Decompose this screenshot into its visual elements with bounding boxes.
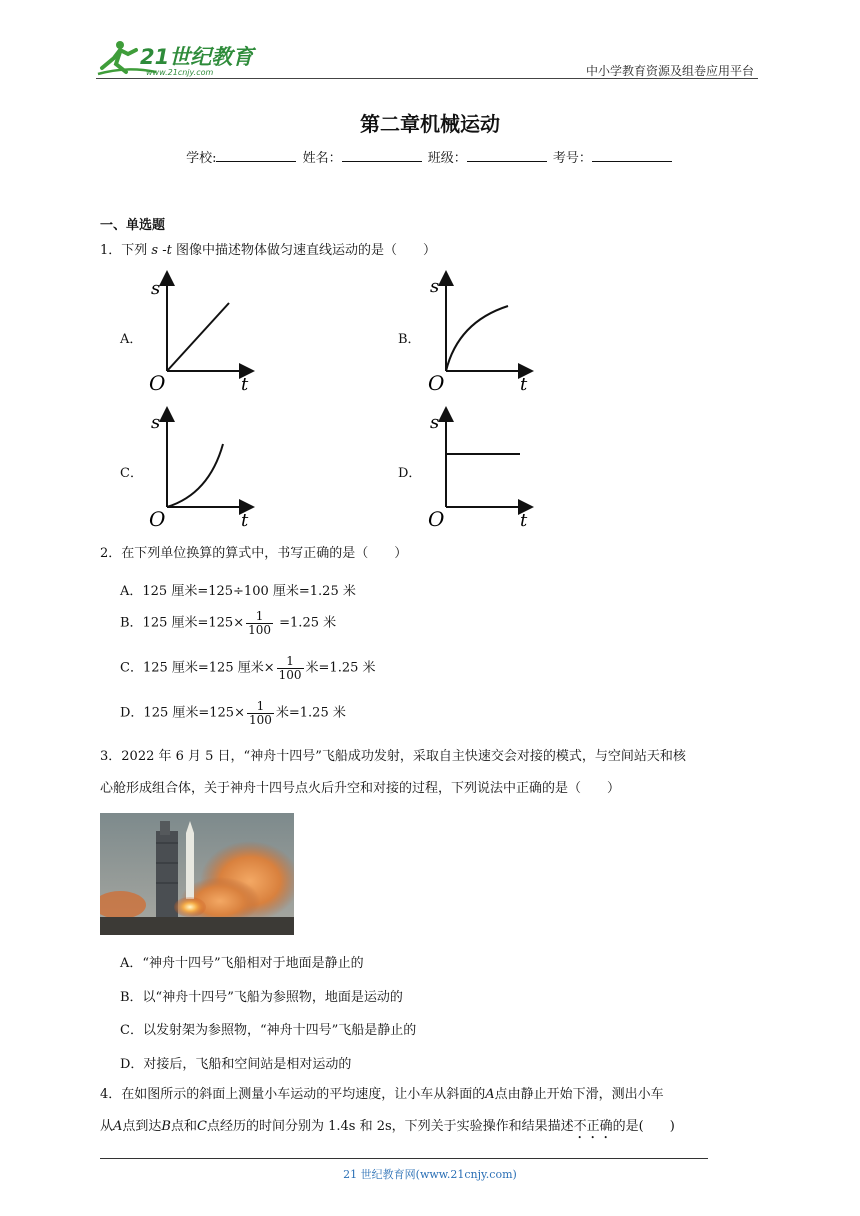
graph-c-origin: O [149, 507, 166, 531]
q4-l1-pre: 4．在如图所示的斜面上测量小车运动的平均速度，让小车从斜面的 [100, 1087, 486, 1102]
q4-l1-var: A [485, 1087, 495, 1102]
school-blank[interactable] [216, 149, 296, 162]
q3-option-d[interactable]: D．对接后，飞船和空间站是相对运动的 [120, 1057, 352, 1072]
site-logo [96, 38, 266, 78]
q2-option-c[interactable] [120, 655, 376, 681]
q2-b-fraction [246, 610, 273, 636]
class-blank[interactable] [467, 149, 547, 162]
graph-d-t-label: t [520, 510, 528, 531]
name-label: 姓名： [302, 151, 342, 166]
graph-b-s-label: s [430, 276, 440, 297]
graph-a[interactable] [145, 266, 255, 396]
platform-name: 中小学教育资源及组卷应用平台 [585, 64, 754, 78]
graph-d[interactable] [424, 402, 534, 532]
q2-d-pre: D．125 厘米=125× [120, 705, 245, 721]
q2-b-frac-num: 1 [246, 610, 273, 624]
q2-b-post: =1.25 米 [275, 615, 337, 631]
school-label: 学校: [186, 151, 217, 166]
q2-c-post: 米=1.25 米 [305, 660, 376, 676]
graph-c[interactable] [145, 402, 255, 532]
q4-l2-p3: 点和 [170, 1119, 197, 1134]
graph-b-t-label: t [520, 374, 528, 395]
q1-option-a-label[interactable]: A． [120, 332, 143, 347]
section-heading: 一、单选题 [100, 218, 166, 233]
q3-option-b[interactable]: B．以“神舟十四号”飞船为参照物，地面是运动的 [120, 990, 403, 1005]
graph-d-origin: O [428, 507, 445, 531]
logo-text: 21世纪教育 [140, 45, 254, 69]
graph-b-curve [446, 306, 508, 371]
q2-c-fraction [277, 655, 304, 681]
q1-stem-post: 图像中描述物体做匀速直线运动的是（ ） [175, 243, 436, 258]
q4-l1-post: 点由静止开始下滑，测出小车 [494, 1087, 664, 1102]
q2-option-a[interactable]: A．125 厘米=125÷100 厘米=1.25 米 [120, 584, 356, 599]
graph-a-origin: O [149, 371, 166, 395]
question-4-line-2 [100, 1118, 675, 1142]
graph-b[interactable] [424, 266, 534, 396]
q2-option-d[interactable] [120, 700, 346, 726]
graph-a-t-label: t [241, 374, 249, 395]
q4-l2-a: A [113, 1119, 123, 1134]
question-3-line-2: 心舱形成组合体，关于神舟十四号点火后升空和对接的过程，下列说法中正确的是（ ） [100, 781, 621, 796]
q2-d-frac-den: 100 [248, 712, 272, 727]
question-2-stem: 2．在下列单位换算的算式中，书写正确的是（ ） [100, 546, 408, 561]
q2-b-frac-den: 100 [248, 622, 272, 637]
q2-option-b[interactable] [120, 610, 336, 636]
logo-url: www.21cnjy.com [146, 68, 214, 77]
footer-link[interactable]: 21 世纪教育网(www.21cnjy.com) [343, 1168, 517, 1181]
q1-option-b-label[interactable]: B． [398, 332, 421, 347]
graph-a-line [167, 303, 229, 371]
q3-option-a[interactable]: A．“神舟十四号”飞船相对于地面是静止的 [120, 956, 364, 971]
graph-d-s-label: s [430, 412, 440, 433]
q2-c-pre: C．125 厘米=125 厘米× [120, 660, 275, 676]
q4-l2-end: 的是( ) [612, 1119, 675, 1134]
header-divider [96, 78, 758, 79]
question-1-stem [100, 242, 436, 260]
page-title: 第二章机械运动 [360, 112, 500, 136]
question-4-line-1 [100, 1086, 664, 1104]
footer-divider [100, 1158, 708, 1159]
q2-c-frac-den: 100 [278, 667, 302, 682]
q2-b-pre: B．125 厘米=125× [120, 615, 245, 631]
q4-l2-emphasis: 不正确 [573, 1119, 613, 1134]
rocket-launch-photo [100, 813, 294, 935]
q4-l2-c: C [197, 1119, 207, 1134]
q2-d-frac-num: 1 [247, 700, 274, 714]
q1-option-c-label[interactable]: C． [120, 466, 143, 481]
q2-d-fraction [247, 700, 274, 726]
name-blank[interactable] [342, 149, 422, 162]
q4-l2-p2: 点到达 [122, 1119, 162, 1134]
q1-option-d-label[interactable]: D． [398, 466, 422, 481]
exam-number-label: 考号： [552, 151, 592, 166]
graph-c-curve [167, 444, 223, 507]
q3-option-c[interactable]: C．以发射架为参照物，“神舟十四号”飞船是静止的 [120, 1023, 417, 1038]
q1-stem-pre: 1．下列 [100, 243, 148, 258]
q2-c-frac-num: 1 [277, 655, 304, 669]
q1-stem-var: s -t [151, 243, 172, 258]
q4-l2-p1: 从 [100, 1119, 114, 1134]
graph-c-t-label: t [241, 510, 249, 531]
q4-l2-p4: 点经历的时间分别为 1.4s 和 2s，下列关于实验操作和结果描述 [206, 1119, 574, 1134]
question-3-line-1: 3．2022 年 6 月 5 日，“神舟十四号”飞船成功发射，采取自主快速交会对接的模式，与空间站天和核 [100, 749, 686, 764]
graph-c-s-label: s [151, 412, 161, 433]
graph-a-s-label: s [151, 278, 161, 299]
q4-l2-b: B [161, 1119, 171, 1134]
student-info-line [0, 147, 860, 166]
exam-number-blank[interactable] [592, 149, 672, 162]
class-label: 班级： [427, 151, 467, 166]
q2-d-post: 米=1.25 米 [275, 705, 346, 721]
graph-b-origin: O [428, 371, 445, 395]
